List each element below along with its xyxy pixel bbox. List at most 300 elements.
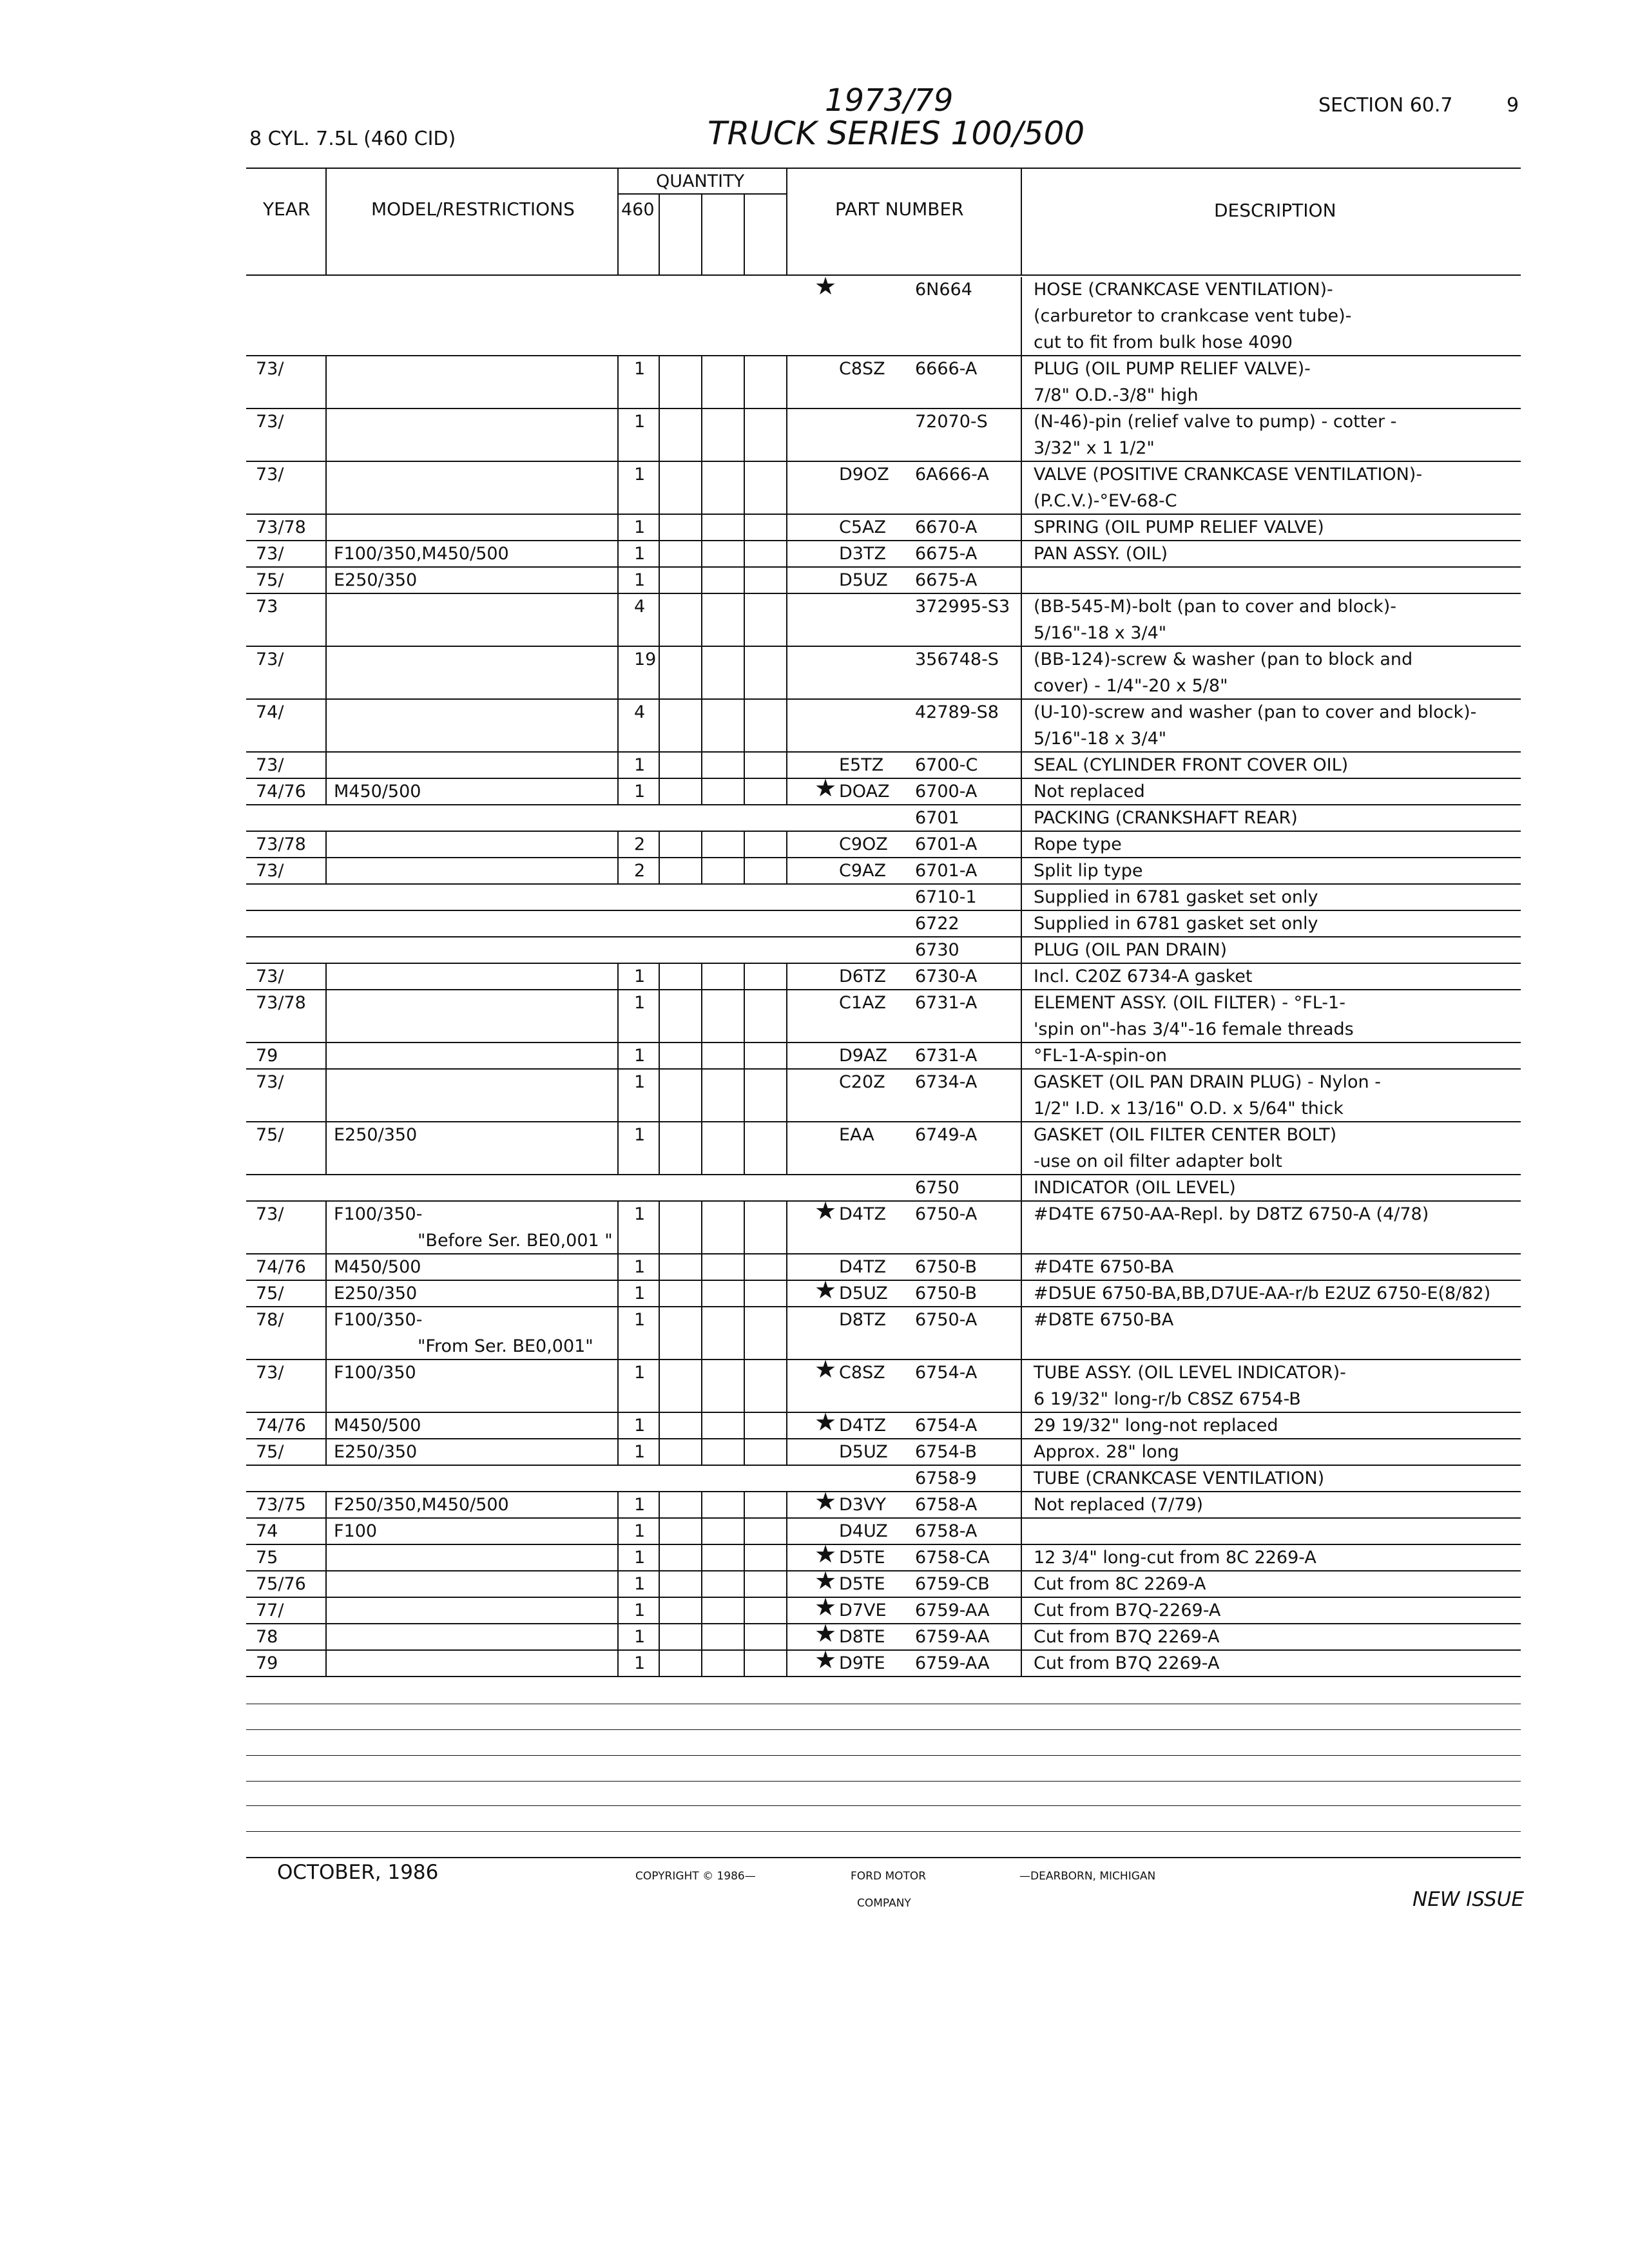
column-rule xyxy=(744,753,745,779)
part-prefix-cell: D8TE xyxy=(839,1627,885,1647)
column-rule xyxy=(744,990,745,1043)
column-rule xyxy=(786,1202,787,1254)
blank-rule xyxy=(246,1831,1521,1832)
column-rule xyxy=(701,568,702,594)
column-rule xyxy=(1021,1571,1022,1598)
engine-label: 8 CYL. 7.5L (460 CID) xyxy=(249,128,456,150)
column-rule xyxy=(744,1439,745,1466)
column-rule xyxy=(617,462,619,515)
description-line: 6 19/32" long-r/b C8SZ 6754-B xyxy=(1034,1389,1301,1409)
model-cell: F100/350- xyxy=(334,1310,423,1330)
part-base-cell: 6670-A xyxy=(915,517,978,537)
column-rule xyxy=(786,356,787,409)
column-rule xyxy=(659,541,660,568)
column-rule xyxy=(1021,1624,1022,1651)
column-rule xyxy=(701,541,702,568)
column-rule xyxy=(617,594,619,647)
description-line: Not replaced (7/79) xyxy=(1034,1495,1204,1515)
part-base-cell: 6A666-A xyxy=(915,465,989,485)
table-row xyxy=(0,911,1629,937)
column-rule xyxy=(786,1519,787,1545)
quantity-cell: 1 xyxy=(634,412,646,432)
column-rule xyxy=(1021,1043,1022,1070)
column-rule xyxy=(1021,805,1022,832)
part-prefix-cell: DOAZ xyxy=(839,782,890,802)
star-mark: ★ xyxy=(815,1355,837,1383)
column-rule xyxy=(325,1043,327,1070)
column-rule xyxy=(701,779,702,805)
model-cell: F100/350,M450/500 xyxy=(334,544,509,564)
column-rule xyxy=(786,1545,787,1571)
description-line: #D5UE 6750-BA,BB,D7UE-AA-r/b E2UZ 6750-E(8/82) xyxy=(1034,1283,1491,1303)
quantity-cell: 2 xyxy=(634,861,646,881)
column-rule xyxy=(659,356,660,409)
column-rule xyxy=(659,700,660,753)
column-rule xyxy=(325,541,327,568)
column-rule xyxy=(786,700,787,753)
column-rule xyxy=(325,964,327,990)
table-row xyxy=(0,1307,1629,1360)
table-row xyxy=(0,515,1629,541)
description-line: TUBE (CRANKCASE VENTILATION) xyxy=(1034,1468,1325,1488)
description-line: cut to fit from bulk hose 4090 xyxy=(1034,332,1293,352)
description-line: ELEMENT ASSY. (OIL FILTER) - °FL-1- xyxy=(1034,993,1345,1013)
column-rule xyxy=(786,1070,787,1122)
part-prefix-cell: D4TZ xyxy=(839,1416,886,1436)
year-cell: 73/ xyxy=(256,649,284,669)
column-rule xyxy=(659,779,660,805)
year-cell: 75/ xyxy=(256,1125,284,1145)
column-rule xyxy=(617,647,619,700)
column-rule xyxy=(744,1651,745,1677)
column-rule xyxy=(701,515,702,541)
col-header-quantity: QUANTITY xyxy=(656,171,745,191)
column-rule xyxy=(325,753,327,779)
column-rule xyxy=(744,1598,745,1624)
model-cell: E250/350 xyxy=(334,1283,418,1303)
column-rule xyxy=(617,779,619,805)
blank-rule xyxy=(246,1729,1521,1730)
table-row xyxy=(0,774,1629,805)
description-line: 'spin on"-has 3/4"-16 female threads xyxy=(1034,1019,1354,1039)
footer-issue: NEW ISSUE xyxy=(1412,1888,1524,1911)
year-cell: 73/ xyxy=(256,755,284,775)
quantity-cell: 1 xyxy=(634,1204,646,1224)
column-rule xyxy=(617,568,619,594)
quantity-cell: 1 xyxy=(634,1072,646,1092)
column-rule xyxy=(659,462,660,515)
description-line: Split lip type xyxy=(1034,861,1143,881)
column-rule xyxy=(701,1360,702,1413)
part-base-cell: 6750-A xyxy=(915,1204,978,1224)
part-prefix-cell: D5TE xyxy=(839,1574,885,1594)
description-line: HOSE (CRANKCASE VENTILATION)- xyxy=(1034,280,1333,300)
column-rule xyxy=(659,515,660,541)
description-line: 7/8" O.D.-3/8" high xyxy=(1034,385,1199,405)
star-mark: ★ xyxy=(815,1566,837,1595)
table-row xyxy=(0,409,1629,462)
description-line: PACKING (CRANKSHAFT REAR) xyxy=(1034,808,1298,828)
column-rule xyxy=(701,1545,702,1571)
column-rule xyxy=(1021,515,1022,541)
column-rule xyxy=(1021,568,1022,594)
table-row xyxy=(0,1043,1629,1070)
column-rule xyxy=(325,1571,327,1598)
column-rule xyxy=(1021,277,1022,356)
table-row xyxy=(0,805,1629,832)
description-line: 5/16"-18 x 3/4" xyxy=(1034,729,1167,749)
part-base-cell: 6701 xyxy=(915,808,959,828)
table-row xyxy=(0,594,1629,647)
column-rule xyxy=(659,1307,660,1360)
column-rule xyxy=(744,1360,745,1413)
row-rule xyxy=(246,1676,1521,1677)
column-rule xyxy=(1021,1651,1022,1677)
column-rule xyxy=(617,1624,619,1651)
part-prefix-cell: D9TE xyxy=(839,1653,885,1673)
year-cell: 74 xyxy=(256,1521,278,1541)
column-rule xyxy=(659,568,660,594)
col-header-460: 460 xyxy=(621,200,655,220)
column-rule xyxy=(701,1439,702,1466)
part-base-cell: 6754-A xyxy=(915,1363,978,1383)
column-rule xyxy=(659,1360,660,1413)
quantity-cell: 1 xyxy=(634,359,646,379)
part-base-cell: 6754-B xyxy=(915,1442,978,1462)
quantity-cell: 1 xyxy=(634,1600,646,1620)
column-rule xyxy=(659,594,660,647)
year-cell: 73/ xyxy=(256,359,284,379)
part-base-cell: 6749-A xyxy=(915,1125,978,1145)
column-rule xyxy=(786,964,787,990)
column-rule xyxy=(325,1545,327,1571)
part-base-cell: 6675-A xyxy=(915,570,978,590)
col-header-part-number: PART NUMBER xyxy=(835,198,964,220)
column-rule xyxy=(617,1519,619,1545)
part-base-cell: 6734-A xyxy=(915,1072,978,1092)
part-base-cell: 6730 xyxy=(915,940,959,960)
column-rule xyxy=(659,990,660,1043)
column-rule xyxy=(325,1439,327,1466)
column-rule xyxy=(1021,964,1022,990)
column-rule xyxy=(659,1254,660,1281)
part-prefix-cell: C8SZ xyxy=(839,1363,885,1383)
column-rule xyxy=(617,1545,619,1571)
column-rule xyxy=(617,1202,619,1254)
description-line: °FL-1-A-spin-on xyxy=(1034,1046,1167,1066)
year-cell: 73/ xyxy=(256,1204,284,1224)
column-rule xyxy=(744,594,745,647)
column-rule xyxy=(701,1413,702,1439)
description-line: Not replaced xyxy=(1034,782,1145,802)
column-rule xyxy=(1021,753,1022,779)
quantity-cell: 1 xyxy=(634,544,646,564)
column-rule xyxy=(617,1254,619,1281)
year-cell: 75 xyxy=(256,1548,278,1568)
year-cell: 78 xyxy=(256,1627,278,1647)
column-rule xyxy=(1021,937,1022,964)
column-rule xyxy=(1021,1598,1022,1624)
column-rule xyxy=(659,1122,660,1175)
description-line: Rope type xyxy=(1034,834,1122,854)
model-cell: M450/500 xyxy=(334,1257,421,1277)
column-rule xyxy=(786,1043,787,1070)
quantity-cell: 1 xyxy=(634,465,646,485)
column-rule xyxy=(325,1360,327,1413)
part-base-cell: 6758-9 xyxy=(915,1468,977,1488)
part-base-cell: 6701-A xyxy=(915,834,978,854)
footer-copyright: COPYRIGHT © 1986— xyxy=(635,1870,756,1883)
column-rule xyxy=(617,1043,619,1070)
star-mark: ★ xyxy=(815,1646,837,1674)
quantity-cell: 2 xyxy=(634,834,646,854)
quantity-cell: 1 xyxy=(634,1521,646,1541)
star-mark: ★ xyxy=(815,1408,837,1436)
part-base-cell: 6758-A xyxy=(915,1495,978,1515)
table-row xyxy=(0,647,1629,700)
column-rule xyxy=(786,1651,787,1677)
table-row xyxy=(0,964,1629,990)
column-rule xyxy=(786,1360,787,1413)
column-rule xyxy=(1021,1519,1022,1545)
column-rule xyxy=(659,1281,660,1307)
column-rule xyxy=(701,1202,702,1254)
years-title: 1973/79 xyxy=(825,82,954,119)
column-rule xyxy=(659,1651,660,1677)
column-rule xyxy=(701,409,702,462)
quantity-cell: 1 xyxy=(634,1363,646,1383)
column-rule xyxy=(1021,832,1022,858)
column-rule xyxy=(786,1571,787,1598)
column-rule xyxy=(786,832,787,858)
column-rule xyxy=(325,1624,327,1651)
table-row xyxy=(0,1439,1629,1466)
column-rule xyxy=(325,594,327,647)
part-base-cell: 6666-A xyxy=(915,359,978,379)
table-row xyxy=(0,356,1629,409)
column-rule xyxy=(325,1202,327,1254)
part-base-cell: 6759-AA xyxy=(915,1600,990,1620)
column-rule xyxy=(617,1122,619,1175)
part-base-cell: 6730-A xyxy=(915,966,978,986)
column-rule xyxy=(617,1413,619,1439)
column-rule xyxy=(617,1360,619,1413)
part-base-cell: 6759-AA xyxy=(915,1653,990,1673)
column-rule xyxy=(659,1413,660,1439)
model-cell: F250/350,M450/500 xyxy=(334,1495,509,1515)
column-rule xyxy=(786,1122,787,1175)
part-base-cell: 72070-S xyxy=(915,412,988,432)
column-rule xyxy=(617,964,619,990)
column-rule xyxy=(701,858,702,885)
column-rule xyxy=(659,858,660,885)
description-line: #D4TE 6750-BA xyxy=(1034,1257,1174,1277)
column-rule xyxy=(786,1624,787,1651)
column-rule xyxy=(701,1043,702,1070)
table-row xyxy=(0,700,1629,753)
year-cell: 73/ xyxy=(256,465,284,485)
model-cell: E250/350 xyxy=(334,1125,418,1145)
quantity-cell: 4 xyxy=(634,702,646,722)
part-prefix-cell: C1AZ xyxy=(839,993,886,1013)
description-line: PAN ASSY. (OIL) xyxy=(1034,544,1168,564)
column-rule xyxy=(659,1439,660,1466)
column-rule xyxy=(1021,990,1022,1043)
description-line: (BB-124)-screw & washer (pan to block and xyxy=(1034,649,1413,669)
part-base-cell: 6N664 xyxy=(915,280,972,300)
model-cell: E250/350 xyxy=(334,1442,418,1462)
column-rule xyxy=(701,594,702,647)
part-base-cell: 6750-A xyxy=(915,1310,978,1330)
description-line: #D4TE 6750-AA-Repl. by D8TZ 6750-A (4/78) xyxy=(1034,1204,1429,1224)
column-rule xyxy=(325,858,327,885)
description-line: (BB-545-M)-bolt (pan to cover and block)- xyxy=(1034,597,1397,617)
column-rule xyxy=(701,647,702,700)
column-rule xyxy=(744,700,745,753)
part-prefix-cell: C9OZ xyxy=(839,834,888,854)
description-line: Cut from B7Q-2269-A xyxy=(1034,1600,1221,1620)
section-label: SECTION 60.7 xyxy=(1318,94,1453,117)
year-cell: 73/78 xyxy=(256,834,306,854)
part-base-cell: 6722 xyxy=(915,914,959,934)
description-line: INDICATOR (OIL LEVEL) xyxy=(1034,1178,1236,1198)
column-rule xyxy=(325,515,327,541)
column-rule xyxy=(325,1598,327,1624)
quantity-cell: 1 xyxy=(634,1283,646,1303)
column-rule xyxy=(786,753,787,779)
column-rule xyxy=(659,1571,660,1598)
part-prefix-cell: E5TZ xyxy=(839,755,884,775)
column-rule xyxy=(659,964,660,990)
column-rule xyxy=(786,594,787,647)
quantity-cell: 1 xyxy=(634,570,646,590)
column-rule xyxy=(786,541,787,568)
column-rule xyxy=(617,753,619,779)
part-base-cell: 6700-C xyxy=(915,755,978,775)
part-base-cell: 6750-B xyxy=(915,1257,978,1277)
table-row xyxy=(0,462,1629,515)
year-cell: 75/76 xyxy=(256,1574,306,1594)
column-rule xyxy=(617,700,619,753)
part-prefix-cell: D7VE xyxy=(839,1600,887,1620)
quantity-cell: 1 xyxy=(634,517,646,537)
column-rule xyxy=(701,356,702,409)
column-rule xyxy=(325,462,327,515)
quantity-cell: 1 xyxy=(634,1416,646,1436)
column-rule xyxy=(617,1651,619,1677)
description-line: PLUG (OIL PUMP RELIEF VALVE)- xyxy=(1034,359,1311,379)
part-prefix-cell: C20Z xyxy=(839,1072,885,1092)
year-cell: 74/ xyxy=(256,702,284,722)
part-prefix-cell: D4TZ xyxy=(839,1257,886,1277)
col-header-model: MODEL/RESTRICTIONS xyxy=(371,198,575,220)
quantity-cell: 1 xyxy=(634,1627,646,1647)
year-cell: 73/ xyxy=(256,1072,284,1092)
description-line: SEAL (CYLINDER FRONT COVER OIL) xyxy=(1034,755,1349,775)
column-rule xyxy=(325,1413,327,1439)
year-cell: 74/76 xyxy=(256,1257,306,1277)
column-rule xyxy=(786,1413,787,1439)
column-rule xyxy=(1021,911,1022,937)
description-line: cover) - 1/4"-20 x 5/8" xyxy=(1034,676,1228,696)
part-prefix-cell: D6TZ xyxy=(839,966,886,986)
column-rule xyxy=(701,753,702,779)
description-line: Supplied in 6781 gasket set only xyxy=(1034,887,1318,907)
column-rule xyxy=(1021,885,1022,911)
column-rule xyxy=(659,832,660,858)
column-rule xyxy=(744,1545,745,1571)
part-prefix-cell: C8SZ xyxy=(839,359,885,379)
column-rule xyxy=(325,1519,327,1545)
column-rule xyxy=(659,1598,660,1624)
description-line: Incl. C20Z 6734-A gasket xyxy=(1034,966,1253,986)
table-row xyxy=(0,1646,1629,1677)
column-rule xyxy=(786,858,787,885)
column-rule xyxy=(786,1439,787,1466)
model-cell: M450/500 xyxy=(334,782,421,802)
year-cell: 78/ xyxy=(256,1310,284,1330)
column-rule xyxy=(617,1598,619,1624)
column-rule xyxy=(786,409,787,462)
column-rule xyxy=(325,779,327,805)
column-rule xyxy=(1021,1122,1022,1175)
column-rule xyxy=(744,1281,745,1307)
part-prefix-cell: D8TZ xyxy=(839,1310,886,1330)
footer-company-2: COMPANY xyxy=(857,1897,911,1910)
model-note-cell: "From Ser. BE0,001" xyxy=(418,1336,593,1356)
column-rule xyxy=(659,753,660,779)
column-rule xyxy=(325,568,327,594)
description-line: 12 3/4" long-cut from 8C 2269-A xyxy=(1034,1548,1316,1568)
column-rule xyxy=(701,1492,702,1519)
table-row xyxy=(0,990,1629,1043)
series-title: TRUCK SERIES 100/500 xyxy=(708,115,1085,152)
column-rule xyxy=(1021,647,1022,700)
column-rule xyxy=(744,1070,745,1122)
year-cell: 77/ xyxy=(256,1600,284,1620)
description-line: 5/16"-18 x 3/4" xyxy=(1034,623,1167,643)
column-rule xyxy=(744,1254,745,1281)
quantity-cell: 4 xyxy=(634,597,646,617)
footer-location: —DEARBORN, MICHIGAN xyxy=(1019,1870,1156,1883)
column-rule xyxy=(786,1307,787,1360)
column-rule xyxy=(786,515,787,541)
column-rule xyxy=(1021,1175,1022,1202)
quantity-cell: 1 xyxy=(634,1046,646,1066)
part-prefix-cell: D9OZ xyxy=(839,465,889,485)
description-line: GASKET (OIL PAN DRAIN PLUG) - Nylon - xyxy=(1034,1072,1381,1092)
description-line: PLUG (OIL PAN DRAIN) xyxy=(1034,940,1228,960)
star-mark: ★ xyxy=(815,1196,837,1225)
column-rule xyxy=(701,1519,702,1545)
star-mark: ★ xyxy=(815,1276,837,1304)
star-mark: ★ xyxy=(815,1619,837,1648)
year-cell: 73/ xyxy=(256,966,284,986)
column-rule xyxy=(744,832,745,858)
model-cell: E250/350 xyxy=(334,570,418,590)
col-header-year: YEAR xyxy=(263,198,311,220)
year-cell: 73/ xyxy=(256,861,284,881)
year-cell: 75/ xyxy=(256,1283,284,1303)
model-cell: F100/350- xyxy=(334,1204,423,1224)
column-rule xyxy=(1021,1439,1022,1466)
column-rule xyxy=(744,1202,745,1254)
part-base-cell: 372995-S3 xyxy=(915,597,1010,617)
column-rule xyxy=(701,700,702,753)
table-row xyxy=(0,858,1629,885)
year-cell: 73/ xyxy=(256,412,284,432)
column-rule xyxy=(1021,541,1022,568)
